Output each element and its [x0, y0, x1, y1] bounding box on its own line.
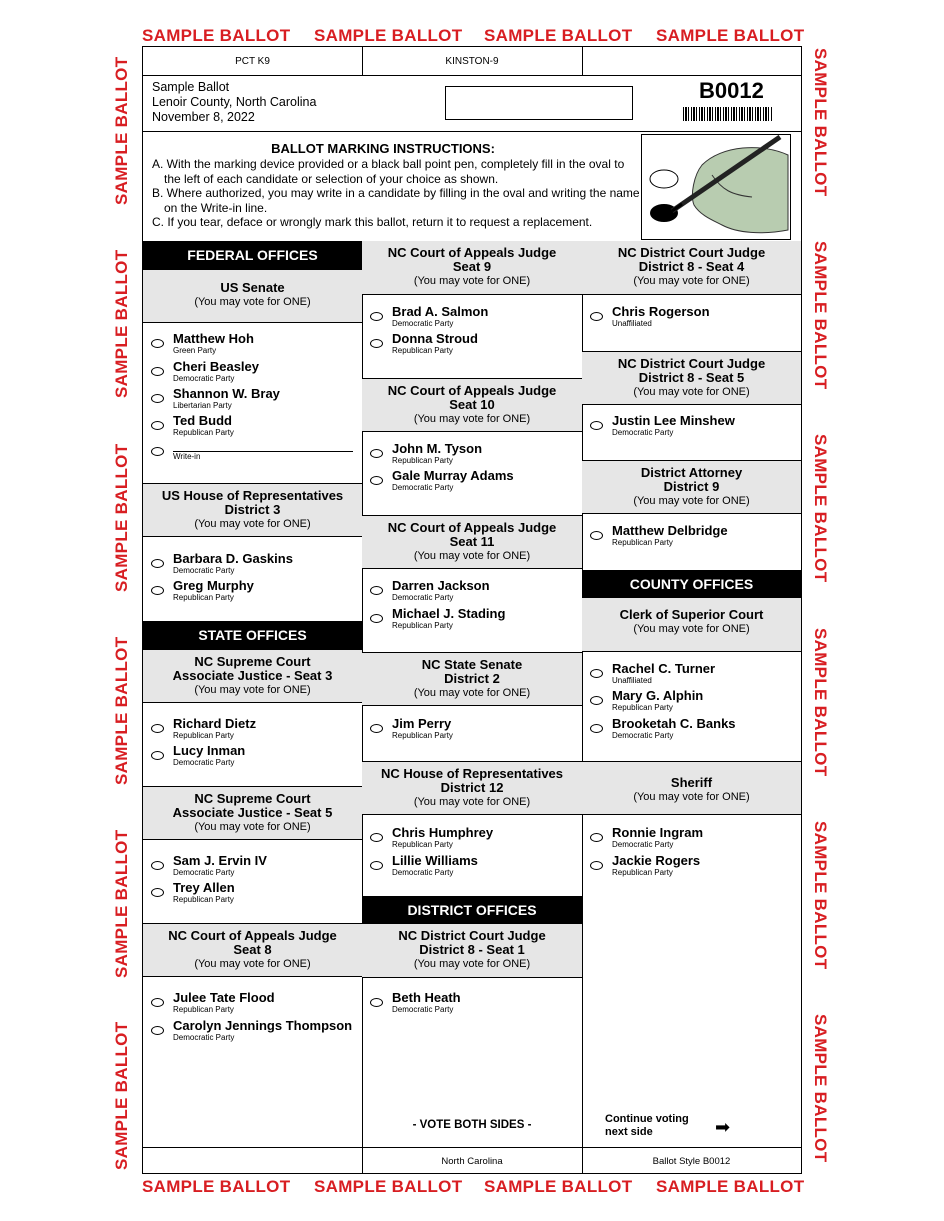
vote-oval[interactable]: [151, 888, 164, 897]
candidate-party: Republican Party: [612, 538, 673, 547]
candidate-party: Republican Party: [173, 731, 234, 740]
contest-dc-seat5: [582, 351, 801, 405]
contest-dc-seat1: [362, 924, 582, 978]
vote-oval[interactable]: [151, 751, 164, 760]
watermark-bottom-1: SAMPLE BALLOT: [142, 1177, 291, 1196]
contest-title: NC Court of Appeals Judge: [168, 928, 337, 943]
contest-district: District 9: [663, 479, 720, 494]
contest-seat: Seat 9: [452, 259, 492, 274]
footer-state: North Carolina: [362, 1148, 583, 1174]
candidate-name: Lucy Inman: [173, 743, 246, 758]
ballot-info: [143, 75, 801, 132]
candidate-party: Democratic Party: [612, 840, 674, 849]
contest-title: NC Supreme Court: [194, 791, 311, 806]
contest-district: District 12: [440, 780, 504, 795]
info-date: November 8, 2022: [152, 110, 255, 124]
ballot-footer: [143, 1147, 801, 1174]
vote-oval[interactable]: [151, 1026, 164, 1035]
contest-title: NC District Court Judge: [617, 356, 766, 371]
contest-state-senate: [362, 652, 582, 706]
watermark-left-5: SAMPLE BALLOT: [112, 829, 131, 978]
candidate-name: Justin Lee Minshew: [612, 413, 735, 428]
contest-title: NC House of Representatives: [380, 766, 564, 781]
continue-voting-note: [605, 1113, 689, 1139]
contest-title: NC Court of Appeals Judge: [387, 520, 557, 535]
precinct-name: KINSTON-9: [362, 47, 583, 75]
instructions: [143, 131, 801, 242]
footer-ballot-style: Ballot Style B0012: [652, 1155, 731, 1167]
info-title: Sample Ballot: [152, 80, 230, 94]
candidate-party: Republican Party: [392, 621, 453, 630]
section-district: DISTRICT OFFICES: [362, 896, 582, 924]
instruction-c: C. If you tear, deface or wrongly mark this ballot, return it to request a replacement.: [152, 215, 593, 229]
writein-label: Write-in: [173, 452, 201, 461]
vote-oval[interactable]: [370, 833, 383, 842]
arrow-right-icon: ➡: [715, 1117, 731, 1137]
vote-instruction: (You may vote for ONE): [194, 958, 311, 970]
section-county: COUNTY OFFICES: [582, 570, 801, 598]
vote-instruction: (You may vote for ONE): [633, 275, 750, 287]
contest-title: District Attorney: [640, 465, 743, 480]
watermark-bottom-4: SAMPLE BALLOT: [656, 1177, 805, 1196]
contest-dc-seat4: [582, 241, 801, 295]
vote-oval[interactable]: [370, 724, 383, 733]
watermark-left-6: SAMPLE BALLOT: [112, 1021, 131, 1170]
candidate-party: Republican Party: [173, 428, 234, 437]
candidate-name: John M. Tyson: [392, 441, 483, 456]
vote-instruction: (You may vote for ONE): [413, 550, 531, 562]
column-2: [362, 241, 583, 1147]
section-state: STATE OFFICES: [143, 621, 362, 649]
watermark-right-4: SAMPLE BALLOT: [811, 628, 830, 777]
watermark-right-2: SAMPLE BALLOT: [811, 241, 830, 390]
vote-oval[interactable]: [151, 394, 164, 403]
contest-seat: District 8 - Seat 5: [638, 370, 745, 385]
vote-oval[interactable]: [151, 421, 164, 430]
contest-title: NC District Court Judge: [617, 245, 766, 260]
vote-both-sides-note: - VOTE BOTH SIDES -: [412, 1119, 532, 1131]
vote-oval[interactable]: [151, 998, 164, 1007]
candidate-party: Unaffiliated: [612, 319, 652, 328]
continue-line-2: next side: [605, 1126, 653, 1138]
candidate-name: Mary G. Alphin: [612, 688, 704, 703]
candidate-party: Unaffiliated: [612, 676, 652, 685]
candidate-party: Democratic Party: [392, 483, 454, 492]
contest-seat: Seat 8: [233, 942, 272, 957]
contest-title: NC Court of Appeals Judge: [387, 245, 557, 260]
candidate-name: Lillie Williams: [392, 853, 478, 868]
candidate-name: Carolyn Jennings Thompson: [173, 1018, 353, 1033]
barcode: [683, 107, 773, 121]
candidate-party: Republican Party: [173, 1005, 234, 1014]
vote-oval[interactable]: [590, 724, 603, 733]
vote-instruction: (You may vote for ONE): [633, 386, 750, 398]
vote-oval[interactable]: [590, 531, 603, 540]
candidate-name: Brad A. Salmon: [392, 304, 489, 319]
vote-oval[interactable]: [151, 339, 164, 348]
candidate-name: Barbara D. Gaskins: [173, 551, 293, 566]
vote-instruction: (You may vote for ONE): [194, 518, 311, 530]
vote-instruction: (You may vote for ONE): [413, 413, 531, 425]
writein-line[interactable]: [173, 451, 353, 452]
watermark-top-2: SAMPLE BALLOT: [314, 26, 463, 45]
candidate-name: Rachel C. Turner: [612, 661, 716, 676]
vote-instruction: (You may vote for ONE): [413, 687, 531, 699]
candidate-party: Green Party: [173, 346, 217, 355]
info-county: Lenoir County, North Carolina: [152, 95, 317, 109]
vote-oval[interactable]: [151, 447, 164, 456]
vote-oval[interactable]: [590, 312, 603, 321]
vote-oval[interactable]: [590, 696, 603, 705]
contest-seat: Seat 10: [449, 397, 495, 412]
contest-seat: District 8 - Seat 1: [419, 942, 525, 957]
vote-oval[interactable]: [590, 669, 603, 678]
candidate-party: Republican Party: [392, 346, 453, 355]
vote-oval[interactable]: [151, 559, 164, 568]
vote-oval[interactable]: [370, 339, 383, 348]
contest-ca-seat10: [362, 378, 582, 432]
vote-instruction: (You may vote for ONE): [413, 275, 531, 287]
watermark-left-3: SAMPLE BALLOT: [112, 443, 131, 592]
vote-oval[interactable]: [370, 449, 383, 458]
vote-instruction: (You may vote for ONE): [194, 684, 311, 696]
candidate-party: Republican Party: [392, 456, 453, 465]
vote-oval[interactable]: [370, 614, 383, 623]
vote-oval[interactable]: [590, 861, 603, 870]
contest-seat: Seat 11: [449, 534, 495, 549]
candidate-party: Democratic Party: [173, 374, 235, 383]
vote-oval[interactable]: [370, 861, 383, 870]
contest-seat: Associate Justice - Seat 5: [172, 805, 333, 820]
candidate-name: Chris Humphrey: [392, 825, 494, 840]
watermark-left-4: SAMPLE BALLOT: [112, 636, 131, 785]
candidate-name: Ronnie Ingram: [612, 825, 704, 840]
watermark-left-1: SAMPLE BALLOT: [112, 56, 131, 205]
contest-title: US Senate: [220, 280, 285, 295]
contest-district-attorney: [582, 460, 801, 514]
candidate-name: Gale Murray Adams: [392, 468, 514, 483]
candidate-name: Darren Jackson: [392, 578, 490, 593]
vote-instruction: (You may vote for ONE): [413, 958, 531, 970]
ballot: [142, 46, 802, 1174]
contest-title: NC District Court Judge: [398, 928, 546, 943]
footer-left: [143, 1148, 363, 1174]
header-blank-cell: [582, 47, 801, 75]
candidate-name: Beth Heath: [392, 990, 461, 1005]
ballot-code: B0012: [699, 78, 764, 103]
vote-instruction: (You may vote for ONE): [633, 791, 750, 803]
contest-sc-seat3: [143, 649, 362, 703]
vote-oval[interactable]: [370, 476, 383, 485]
watermark-top-1: SAMPLE BALLOT: [142, 26, 291, 45]
vote-oval[interactable]: [151, 724, 164, 733]
ballot-header-row: [143, 47, 801, 76]
candidate-party: Republican Party: [173, 895, 234, 904]
candidate-name: Richard Dietz: [173, 716, 257, 731]
watermark-right-5: SAMPLE BALLOT: [811, 821, 830, 970]
contest-title: Sheriff: [670, 775, 713, 790]
contest-district: District 3: [224, 502, 281, 517]
vote-instruction: (You may vote for ONE): [633, 623, 750, 635]
instruction-b: B. Where authorized, you may write in a candidate by filling in the oval and writing the name on the Write-in line.: [152, 186, 640, 215]
candidate-name: Trey Allen: [173, 880, 235, 895]
watermark-right-1: SAMPLE BALLOT: [811, 48, 830, 197]
candidate-party: Democratic Party: [173, 758, 235, 767]
candidate-name: Chris Rogerson: [612, 304, 710, 319]
vote-instruction: (You may vote for ONE): [413, 796, 531, 808]
watermark-top-3: SAMPLE BALLOT: [484, 26, 633, 45]
vote-oval[interactable]: [590, 421, 603, 430]
candidate-party: Republican Party: [612, 868, 673, 877]
watermark-right-3: SAMPLE BALLOT: [811, 434, 830, 583]
candidate-name: Jackie Rogers: [612, 853, 701, 868]
contest-seat: Associate Justice - Seat 3: [172, 668, 333, 683]
candidate-party: Republican Party: [392, 840, 453, 849]
continue-line-1: Continue voting: [605, 1113, 689, 1125]
contest-clerk: [582, 598, 801, 652]
watermark-left-2: SAMPLE BALLOT: [112, 249, 131, 398]
contest-ca-seat8: [143, 923, 362, 977]
column-1: [143, 241, 363, 1147]
section-federal: FEDERAL OFFICES: [143, 241, 362, 269]
candidate-name: Sam J. Ervin IV: [173, 853, 267, 868]
contest-seat: District 8 - Seat 4: [638, 259, 745, 274]
candidate-name: Matthew Hoh: [173, 331, 254, 346]
watermark-bottom-2: SAMPLE BALLOT: [314, 1177, 463, 1196]
candidate-name: Julee Tate Flood: [173, 990, 275, 1005]
candidate-party: Democratic Party: [173, 1033, 235, 1042]
contest-ca-seat9: [362, 241, 582, 295]
contest-title: US House of Representatives: [161, 488, 344, 503]
vote-oval[interactable]: [151, 861, 164, 870]
id-box: [445, 86, 633, 120]
candidate-party: Republican Party: [392, 731, 453, 740]
candidate-party: Democratic Party: [392, 868, 454, 877]
contest-us-senate: [143, 269, 362, 323]
candidate-name: Jim Perry: [392, 716, 452, 731]
contest-sheriff: [582, 761, 801, 815]
vote-oval[interactable]: [151, 367, 164, 376]
candidate-party: Democratic Party: [173, 868, 235, 877]
vote-oval[interactable]: [370, 312, 383, 321]
candidate-party: Democratic Party: [612, 731, 674, 740]
contest-title: NC Court of Appeals Judge: [387, 383, 557, 398]
contest-state-house: [362, 761, 582, 815]
vote-oval[interactable]: [590, 833, 603, 842]
contest-title: NC Supreme Court: [194, 654, 311, 669]
marking-illustration: [641, 134, 791, 240]
candidate-party: Democratic Party: [392, 319, 454, 328]
contest-title: NC State Senate: [421, 657, 523, 672]
instructions-title: BALLOT MARKING INSTRUCTIONS:: [271, 141, 495, 156]
vote-oval[interactable]: [370, 998, 383, 1007]
vote-oval[interactable]: [370, 586, 383, 595]
candidate-name: Michael J. Stading: [392, 606, 506, 621]
column-3: [582, 241, 801, 1147]
candidate-party: Republican Party: [173, 593, 234, 602]
contest-sc-seat5: [143, 786, 362, 840]
candidate-party: Democratic Party: [392, 593, 454, 602]
vote-instruction: (You may vote for ONE): [633, 495, 750, 507]
candidate-party: Democratic Party: [612, 428, 674, 437]
watermark-top-4: SAMPLE BALLOT: [656, 26, 805, 45]
watermark-right-6: SAMPLE BALLOT: [811, 1014, 830, 1163]
candidate-party: Democratic Party: [392, 1005, 454, 1014]
instruction-a: A. With the marking device provided or a black ball point pen, completely fill in the oval to the left of each candidate or selection of your choice as shown.: [152, 157, 625, 186]
contest-us-house: [143, 483, 362, 537]
contest-ca-seat11: [362, 515, 582, 569]
candidate-party: Libertarian Party: [173, 401, 232, 410]
contest-district: District 2: [444, 671, 500, 686]
vote-oval[interactable]: [151, 586, 164, 595]
contest-title: Clerk of Superior Court: [619, 607, 764, 622]
candidate-name: Matthew Delbridge: [612, 523, 728, 538]
candidate-name: Greg Murphy: [173, 578, 254, 593]
candidate-name: Shannon W. Bray: [173, 386, 280, 401]
candidate-party: Republican Party: [612, 703, 673, 712]
candidate-name: Cheri Beasley: [173, 359, 259, 374]
precinct-code: PCT K9: [143, 47, 363, 75]
candidate-name: Ted Budd: [173, 413, 232, 428]
candidate-name: Brooketah C. Banks: [612, 716, 736, 731]
watermark-bottom-3: SAMPLE BALLOT: [484, 1177, 633, 1196]
candidate-name: Donna Stroud: [392, 331, 478, 346]
vote-instruction: (You may vote for ONE): [194, 821, 311, 833]
vote-instruction: (You may vote for ONE): [194, 296, 311, 308]
candidate-party: Democratic Party: [173, 566, 235, 575]
